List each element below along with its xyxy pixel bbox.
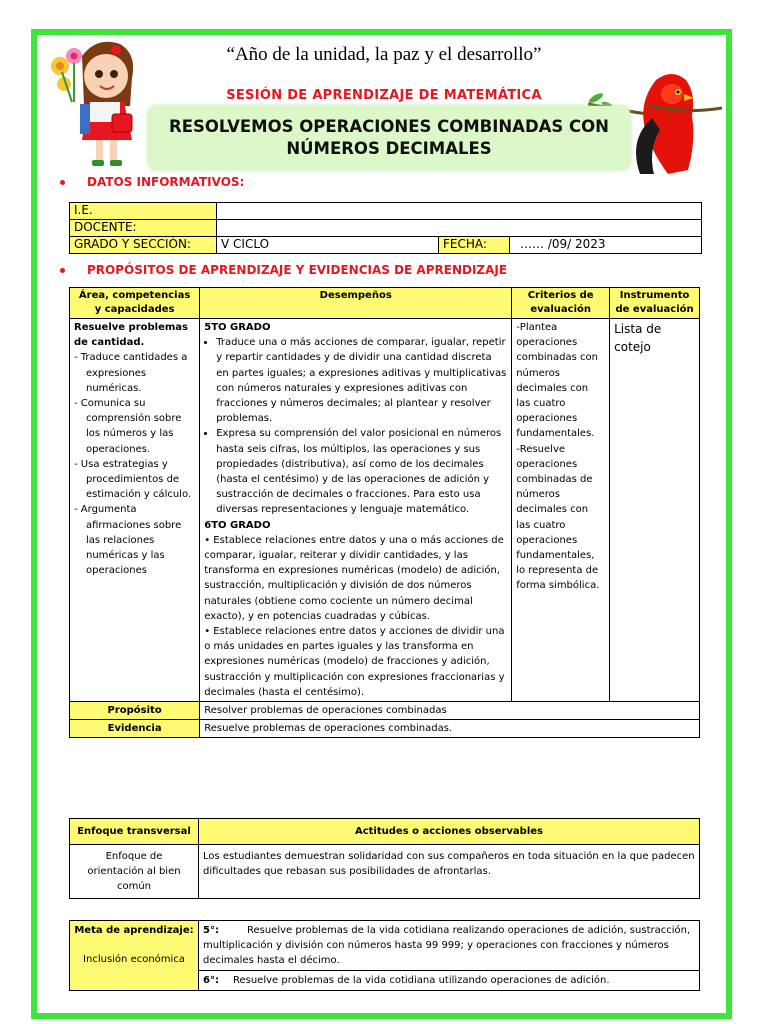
docente-label: DOCENTE: [70, 220, 217, 237]
meta-5-label: 5°: [203, 925, 219, 936]
evidencia-value: Resuelve problemas de operaciones combinadas. [200, 720, 700, 738]
ie-label: I.E. [70, 203, 217, 220]
bullet-icon [60, 180, 65, 185]
meta-table [69, 920, 700, 991]
docente-value [217, 220, 702, 237]
meta-5-cell [199, 921, 700, 971]
desempeno-item: • Expresa su comprensión del valor posicional en números hasta seis cifras, los múltiplos, las operaciones y sus propiedades (distributiva), así como de los decimales (hasta el centésimo) y de las operaciones de adición y sustracción de decimales o fracciones. Para esto usa diversas representaciones y lenguaje matemático. [216, 426, 507, 517]
grado6-label: 6TO GRADO [204, 519, 271, 531]
propositos-heading: PROPÓSITOS DE APRENDIZAJE Y EVIDENCIAS DE APRENDIZAJE [60, 263, 507, 277]
datos-table [69, 202, 702, 254]
proposito-value: Resolver problemas de operaciones combinadas [200, 702, 700, 720]
title-line-1: RESOLVEMOS OPERACIONES COMBINADAS CON [169, 117, 609, 136]
fecha-value: …… /09/ 2023 [510, 237, 702, 254]
capacidad-item: - Comunica su comprensión sobre los números y las operaciones. [74, 398, 182, 455]
propositos-table [69, 287, 700, 738]
enfoque-text: Los estudiantes demuestran solidaridad con sus compañeros en toda situación en la que padecen dificultades que rebasan sus posibilidades de afrontarlas. [199, 845, 700, 899]
col-instrumento: Instrumento de evaluación [610, 288, 700, 319]
meta-6-text: Resuelve problemas de la vida cotidiana utilizando operaciones de adición. [232, 975, 610, 986]
datos-heading: DATOS INFORMATIVOS: [60, 175, 244, 189]
col-criterios: Criterios de evaluación [512, 288, 610, 319]
desempeno6-item: • Establece relaciones entre datos y una o más acciones de comparar, igualar, reiterar y dividir cantidades, y las transforma en expresiones numéricas (modelo) de adición, sustracción, multiplicación y división de dos números naturales (obtiene como cociente un número decimal exacto), y en potencias cuadradas y cúbicas. [204, 534, 504, 622]
fecha-label: FECHA: [439, 237, 510, 254]
actitudes-col-header: Actitudes o acciones observables [199, 819, 700, 845]
capacidades-list [74, 350, 195, 578]
meta-6-label: 6°: [203, 975, 219, 986]
criterio-item: -Resuelve operaciones combinadas de números decimales con las cuatro operaciones fundamentales, lo representa de forma simbólica. [516, 443, 600, 592]
area-title: Resuelve problemas de cantidad. [74, 322, 188, 349]
criterio-item: -Plantea operaciones combinadas con números decimales con las cuatro operaciones fundamentales. [516, 322, 598, 440]
desempeno-item: • Traduce una o más acciones de comparar, igualar, repetir y repartir cantidades y de dividir una cantidad discreta en partes iguales; a expresiones aditivas y multiplicativas con números naturales y expresiones aditivas con fracciones y números decimales; al plantear y resolver problemas. [216, 335, 507, 426]
meta-5-text: Resuelve problemas de la vida cotidiana realizando operaciones de adición, sustracción, multiplicación y división con números hasta 99 999; y operaciones con fracciones y números decimales hasta el décimo. [203, 925, 691, 966]
enfoque-name: Enfoque de orientación al bien común [70, 845, 199, 899]
col-desempenos: Desempeños [200, 288, 512, 319]
ie-value [217, 203, 702, 220]
col-area: Área, competencias y capacidades [70, 288, 200, 319]
inclusion-label: Inclusión económica [83, 954, 185, 965]
criterios-cell [512, 319, 610, 702]
desempenos5-list [204, 335, 507, 517]
session-title [148, 116, 630, 160]
grado-label: GRADO Y SECCIÓN: [70, 237, 217, 254]
meta-6-cell [199, 971, 700, 991]
desempeno6-item: • Establece relaciones entre datos y acciones de dividir una o más unidades en partes iguales y las transforma en expresiones numéricas (modelo) de fracciones y adición, sustracción y multiplicación con expresiones fraccionarias y decimales (hasta el centésimo). [204, 626, 505, 698]
meta-label-cell [70, 921, 199, 991]
title-line-2: NÚMEROS DECIMALES [286, 139, 492, 158]
capacidad-item: - Argumenta afirmaciones sobre las relaciones numéricas y las operaciones [74, 504, 182, 577]
enfoque-table [69, 818, 700, 899]
instrumento-cell: Lista de cotejo [610, 319, 700, 702]
enfoque-col-header: Enfoque transversal [70, 819, 199, 845]
capacidad-item: - Usa estrategias y procedimientos de estimación y cálculo. [74, 458, 192, 501]
session-heading: SESIÓN DE APRENDIZAJE DE MATEMÁTICA [226, 88, 542, 103]
area-cell [70, 319, 200, 702]
year-motto: “Año de la unidad, la paz y el desarrollo” [226, 44, 542, 65]
meta-label: Meta de aprendizaje: [74, 925, 194, 936]
desempenos-cell [200, 319, 512, 702]
evidencia-label: Evidencia [70, 720, 200, 738]
grado-value: V CICLO [217, 237, 439, 254]
capacidad-item: - Traduce cantidades a expresiones numéricas. [74, 352, 188, 394]
bullet-icon [60, 268, 65, 273]
proposito-label: Propósito [70, 702, 200, 720]
grado5-label: 5TO GRADO [204, 322, 271, 333]
